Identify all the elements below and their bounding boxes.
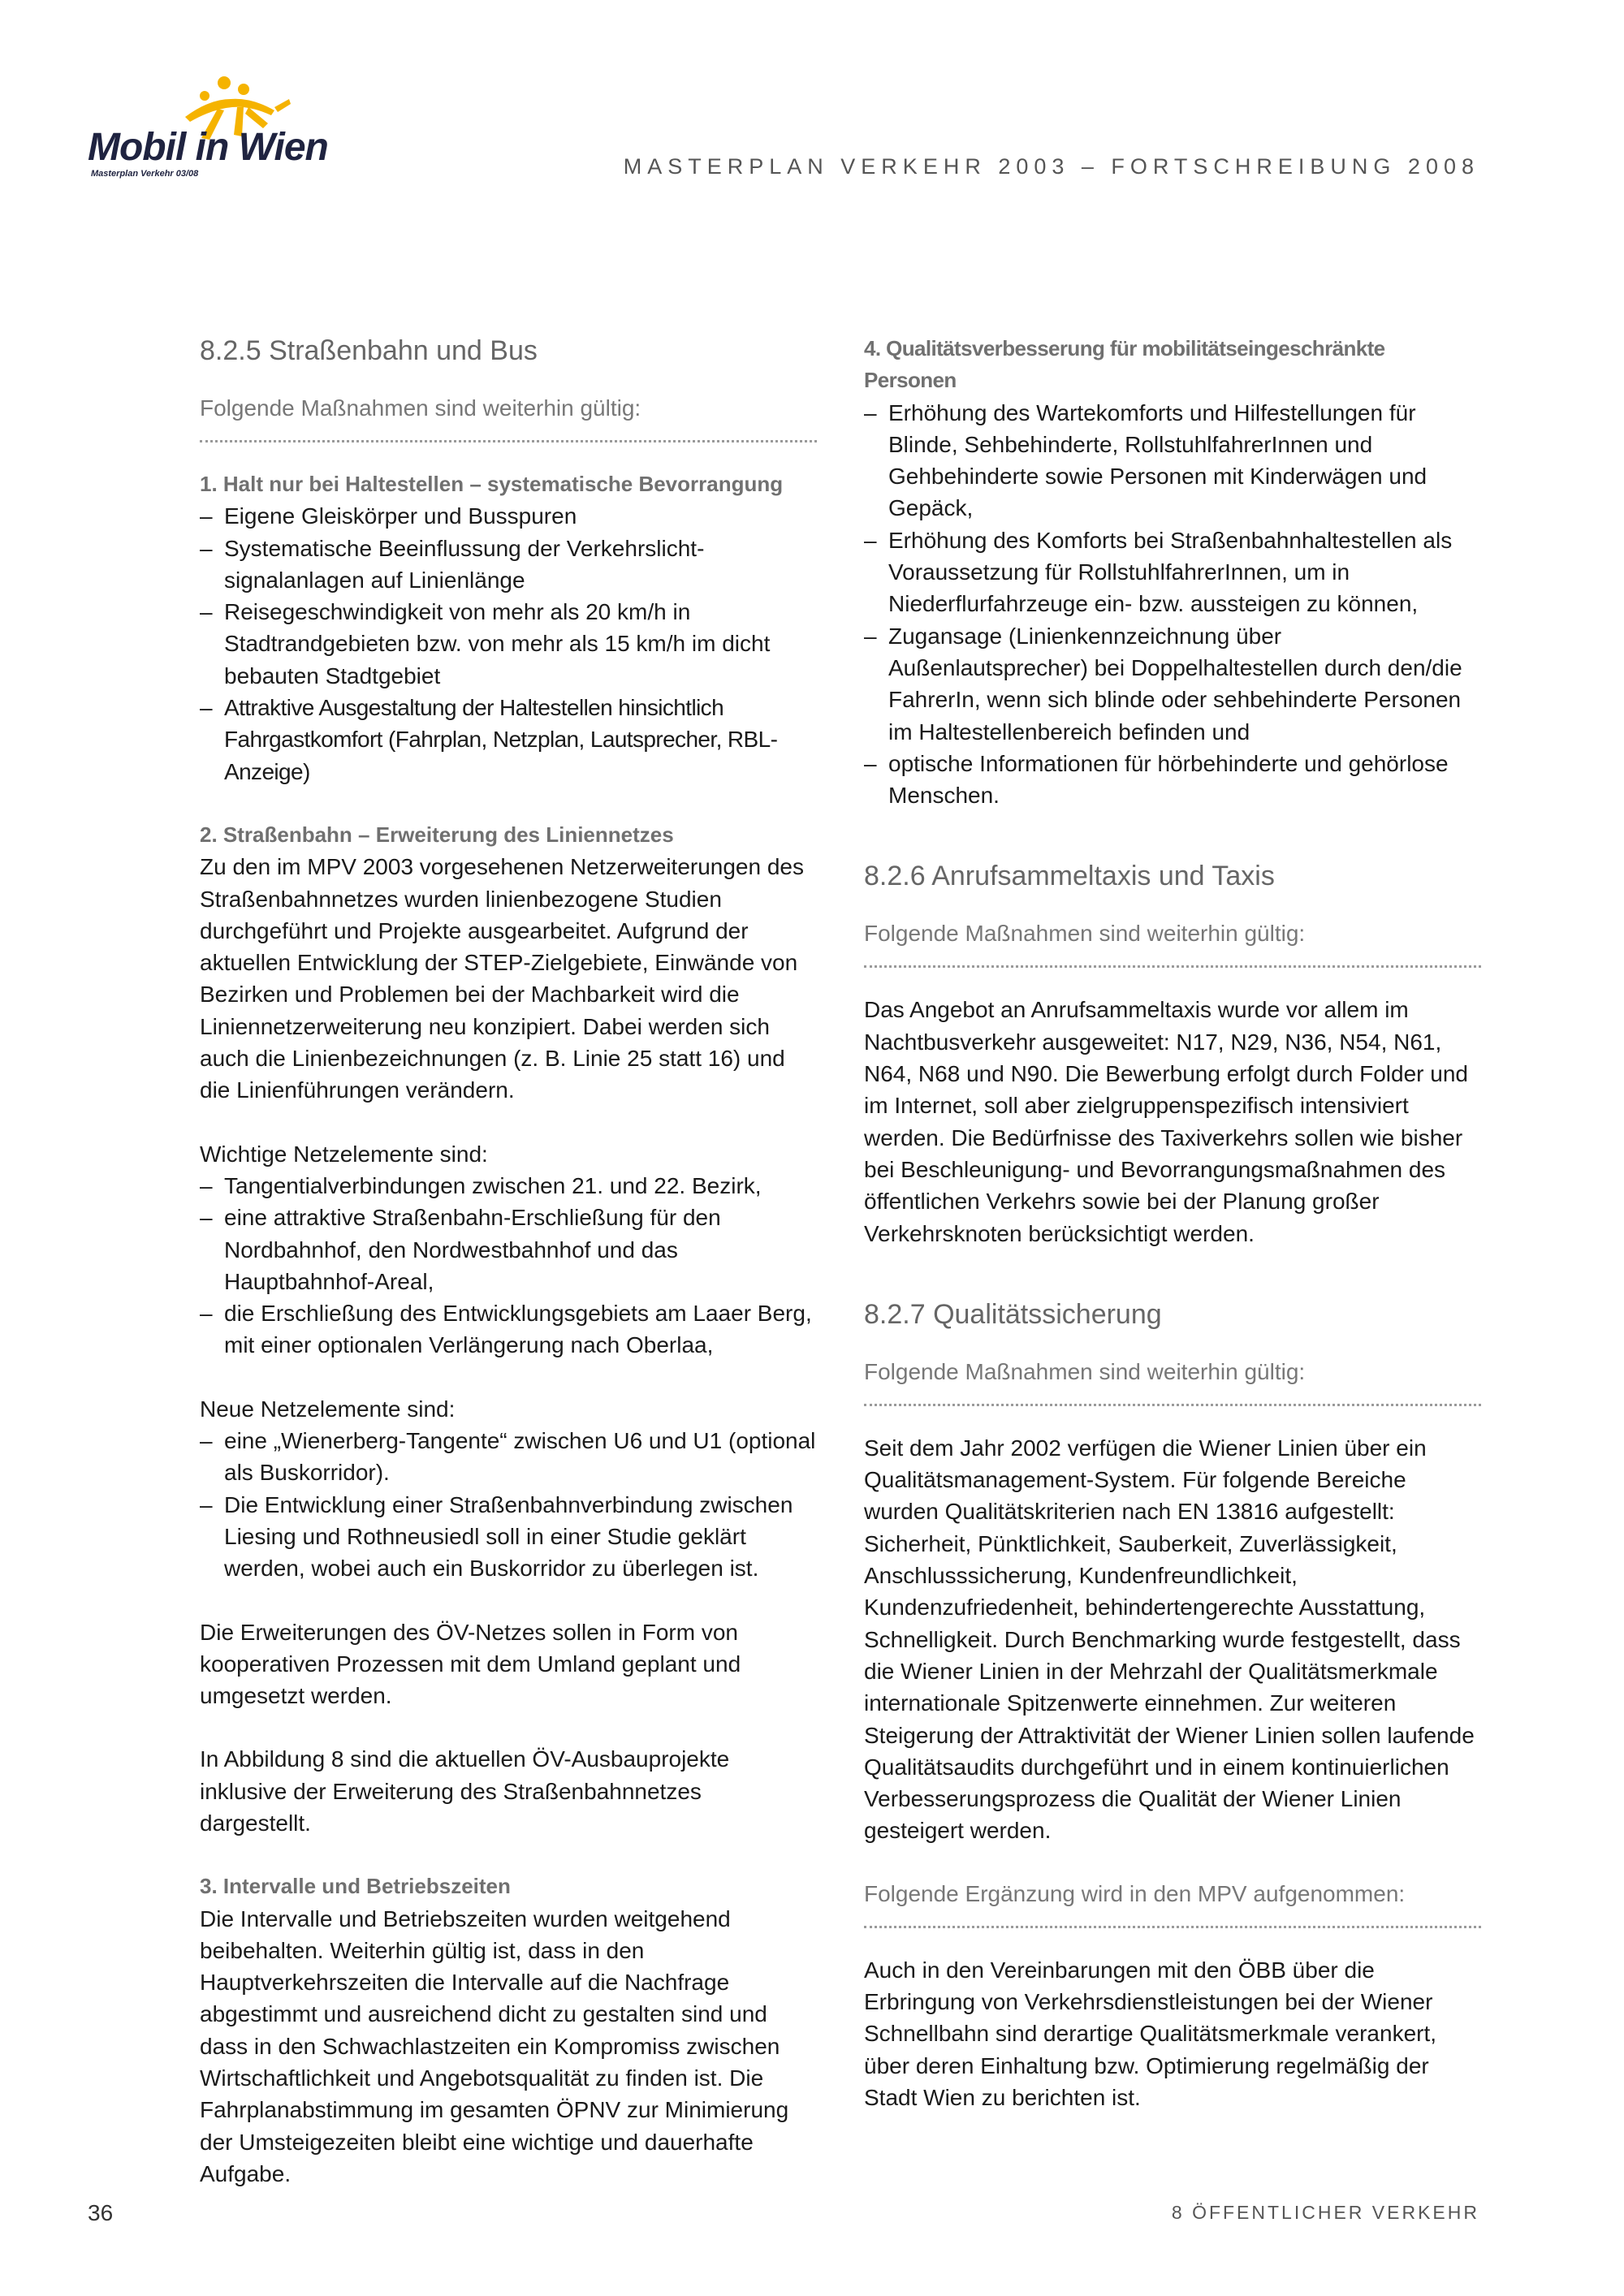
section-title-826: 8.2.6 Anrufsammeltaxis und Taxis	[864, 861, 1275, 892]
list-item: – die Erschließung des Entwicklungsgebiets am Laaer Berg, mit einer optionalen Verlängerung nach Oberlaa,	[200, 1297, 817, 1362]
gueltig-label: Folgende Maßnahmen sind weiterhin gültig:	[864, 918, 1481, 968]
measure-2-text: Zu den im MPV 2003 vorgesehenen Netzerweiterungen des Straßenbahnnetzes wurden linienbezogene Studien durchgeführt und Projekte ausgearbeitet. Aufgrund der aktuellen Entwicklung der STEP-Zielgebiete, Einwände von Bezirken und Problemen bei der Machbarkeit wird die Liniennetzerweiterung neu konzipiert. Dabei werden sich auch die Linienbezeichnungen (z. B. Linie 25 statt 16) und die Linienführungen verändern.	[200, 854, 804, 1103]
list-item: – Reisegeschwindigkeit von mehr als 20 km/h in Stadtrandgebieten bzw. von mehr als 15 km/h im dicht bebauten Stadtgebiet	[200, 596, 817, 692]
section-title-827: 8.2.7 Qualitätssicherung	[864, 1298, 1162, 1330]
list-item: – Tangentialverbindungen zwischen 21. und 22. Bezirk,	[200, 1170, 817, 1202]
wichtige-netzelemente-intro: Wichtige Netzelemente sind:	[200, 1141, 488, 1167]
left-column	[200, 333, 817, 2190]
page-number: 36	[88, 2200, 114, 2225]
logo-subtitle: Masterplan Verkehr 03/08	[91, 169, 199, 179]
ergaenzung-label: Folgende Ergänzung wird in den MPV aufgenommen:	[864, 1879, 1481, 1928]
measure-1-list	[200, 500, 817, 788]
logo	[88, 75, 331, 180]
oebb-text: Auch in den Vereinbarungen mit den ÖBB über die Erbringung von Verkehrsdienstleistungen bei der Wiener Schnellbahn sind derartige Qualitätsmerkmale verankert, über deren Einhaltung bzw. Optimierung regelmäßig der Stadt Wien zu berichten ist.	[864, 1957, 1437, 2110]
section-title-825: 8.2.5 Straßenbahn und Bus	[200, 335, 538, 366]
list-item: – optische Informationen für hörbehinderte und gehörlose Menschen.	[864, 748, 1481, 812]
neue-netzelemente-intro: Neue Netzelemente sind:	[200, 1396, 456, 1422]
list-item: – Eigene Gleiskörper und Busspuren	[200, 500, 817, 532]
gueltig-label: Folgende Maßnahmen sind weiterhin gültig:	[864, 1357, 1481, 1406]
right-column	[864, 333, 1481, 2113]
list-item: – Zugansage (Linienkennzeichnung über Außenlautsprecher) bei Doppelhaltestellen durch den/die FahrerIn, wenn sich blinde oder sehbehinderte Personen im Haltestellenbereich befinden und	[864, 620, 1481, 748]
measure-1-title: 1. Halt nur bei Haltestellen – systematische Bevorrangung	[200, 472, 784, 496]
neue-netzelemente-list	[200, 1425, 817, 1584]
list-item: – eine attraktive Straßenbahn-Erschließung für den Nordbahnhof, den Nordwestbahnhof und das Hauptbahnhof-Areal,	[200, 1202, 817, 1297]
abbildung-paragraph: In Abbildung 8 sind die aktuellen ÖV-Ausbauprojekte inklusive der Erweiterung des Straßenbahnnetzes dargestellt.	[200, 1746, 730, 1836]
logo-title: Mobil in Wien	[88, 126, 328, 169]
list-item: – Systematische Beeinflussung der Verkehrslichtsignalanlagen auf Linienlänge	[200, 533, 817, 597]
list-item: – eine „Wienerberg-Tangente“ zwischen U6 und U1 (optional als Buskorridor).	[200, 1425, 817, 1489]
gueltig-label: Folgende Maßnahmen sind weiterhin gültig:	[200, 393, 817, 442]
chapter-label: 8 ÖFFENTLICHER VERKEHR	[1171, 2202, 1479, 2223]
qualitaetssicherung-text: Seit dem Jahr 2002 verfügen die Wiener Linien über ein Qualitätsmanagement-System. Für folgende Bereiche wurden Qualitätskriterien nach EN 13816 aufgestellt: Sicherheit, Pünktlichkeit, Sauberkeit, Zuverlässigkeit, Anschlusssicherung, Kundenfreundlichkeit, Kundenzufriedenheit, behindertengerechte Ausstattung, Schnelligkeit. Durch Benchmarking wurde festgestellt, dass die Wiener Linien in der Mehrzahl der Qualitätsmerkmale internationale Spitzenwerte einnehmen. Zur weiteren Steigerung der Attraktivität der Wiener Linien sollen laufende Qualitätsaudits durchgeführt und in einem kontinuierlichen Verbesserungsprozess die Qualität der Wiener Linien gesteigert werden.	[864, 1435, 1475, 1844]
list-item: – Erhöhung des Wartekomforts und Hilfestellungen für Blinde, Sehbehinderte, RollstuhlfahrerInnen und Gehbehinderte sowie Personen mit Kinderwägen und Gepäck,	[864, 397, 1481, 524]
measure-4-list	[864, 397, 1481, 812]
list-item: – Die Entwicklung einer Straßenbahnverbindung zwischen Liesing und Rothneusiedl soll in einer Studie geklärt werden, wobei auch ein Buskorridor zu überlegen ist.	[200, 1489, 817, 1585]
erweiterungen-paragraph: Die Erweiterungen des ÖV-Netzes sollen in Form von kooperativen Prozessen mit dem Umland geplant und umgesetzt werden.	[200, 1619, 741, 1709]
list-item: – Erhöhung des Komforts bei Straßenbahnhaltestellen als Voraussetzung für RollstuhlfahrerInnen, um in Niederflurfahrzeuge ein- bzw. aussteigen zu können,	[864, 524, 1481, 620]
anrufsammeltaxis-text: Das Angebot an Anrufsammeltaxis wurde vor allem im Nachtbusverkehr ausgeweitet: N17, N29, N36, N54, N61, N64, N68 und N90. Die Bewerbung erfolgt durch Folder und im Internet, soll aber zielgruppenspezifisch intensiviert werden. Die Bedürfnisse des Taxiverkehrs sollen wie bisher bei Beschleunigung- und Bevorrangungsmaßnahmen des öffentlichen Verkehrs sowie bei der Planung großer Verkehrsknoten berücksichtigt werden.	[864, 997, 1468, 1246]
list-item: – Attraktive Ausgestaltung der Haltestellen hinsichtlich Fahrgastkomfort (Fahrplan, Netzplan, Lautsprecher, RBL-Anzeige)	[200, 692, 817, 788]
measure-3-text: Die Intervalle und Betriebszeiten wurden weitgehend beibehalten. Weiterhin gültig ist, dass in den Hauptverkehrszeiten die Intervalle auf die Nachfrage abgestimmt und ausreichend dicht zu gestalten sind und dass in den Schwachlastzeiten ein Kompromiss zwischen Wirtschaftlichkeit und Angebotsqualität zu finden ist. Die Fahrplanabstimmung im gesamten ÖPNV zur Minimierung der Umsteigezeiten bleibt eine wichtige und dauerhafte Aufgabe.	[200, 1905, 789, 2186]
measure-3-title: 3. Intervalle und Betriebszeiten	[200, 1874, 511, 1899]
header-title: MASTERPLAN VERKEHR 2003 – FORTSCHREIBUNG 2008	[623, 154, 1479, 179]
measure-2-title: 2. Straßenbahn – Erweiterung des Liniennetzes	[200, 822, 674, 847]
wichtige-netzelemente-list	[200, 1170, 817, 1362]
measure-4-title: 4. Qualitätsverbesserung für mobilitätseingeschränkte Personen	[864, 336, 1385, 393]
